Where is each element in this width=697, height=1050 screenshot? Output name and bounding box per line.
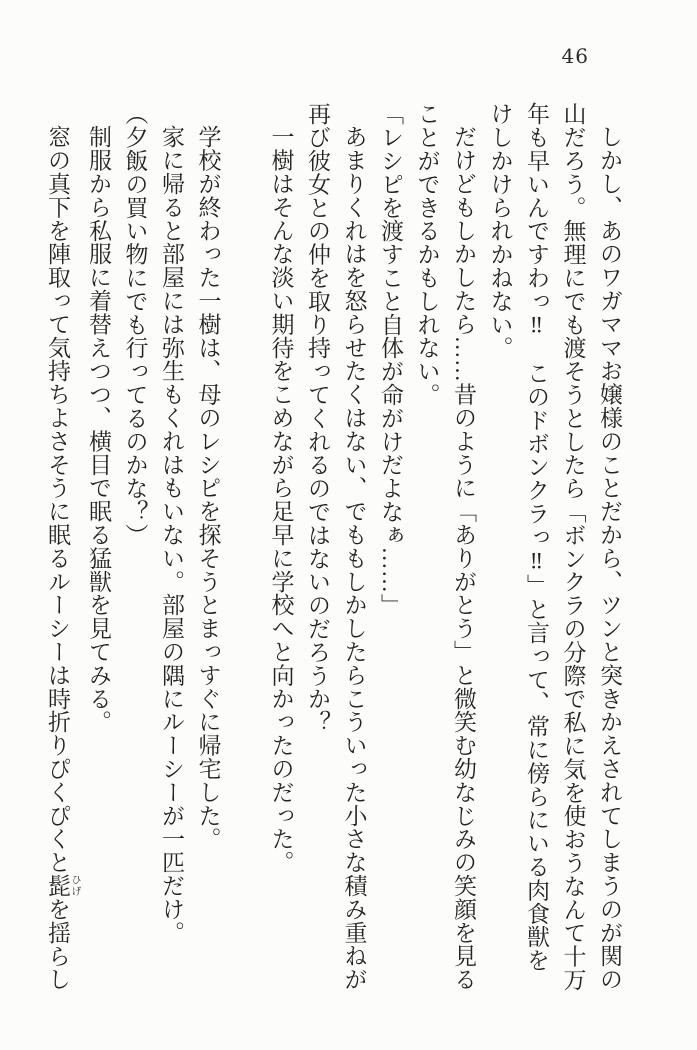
vertical-text-block [39, 102, 628, 992]
paragraph: だけどもしかしたら……昔のように「ありがとう」と微笑む幼なじみの笑顔を見ることができるかもしれない。 [414, 102, 476, 991]
paragraph: 家に帰ると部屋には弥生もくれはもいない。部屋の隅にルーシーが一匹だけ。 [159, 125, 184, 944]
paragraph [39, 102, 80, 992]
ruby-base: 髭 [45, 873, 70, 898]
paragraph-text: を揺らし [45, 897, 70, 991]
paragraph: 学校が終わった一樹は、母のレシピを探そうとまっすぐに帰宅した。 [195, 125, 221, 851]
ruby-furigana: ひげ [69, 873, 80, 898]
paragraph-thought: （夕飯の買い物にでも行ってるのかな？） [122, 102, 148, 547]
paragraph-text: 窓の真下を陣取って気持ちよさそうに眠るルーシーは時折りぴくぴくと [45, 125, 70, 874]
paragraph: 一樹はそんな淡い期待をこめながら足早に学校へと向かったのだった。 [268, 125, 294, 874]
ruby-hige [45, 873, 80, 898]
paragraph: あまりくれはを怒らせたくはない、でももしかしたらこういった小さな積み重ねが再び彼女との仲を取り持ってくれるのではないのだろうか？ [305, 102, 367, 991]
paragraph: しかし、あのワガママお嬢様のことだから、ツンと突きかえされてしまうのが関の山だろう。無理にでも渡そうとしたら「ボンクラの分際で私に気を使おうなんて十万年も早いんですわっ‼ このドボンクラっ‼」と言って、常に傍らにいる肉食獣をけしかけられかねない。 [487, 102, 622, 992]
paragraph-dialogue: 「レシピを渡すこと自体が命がけだよなぁ……」 [378, 102, 403, 617]
paragraph: 制服から私服に着替えつつ、横目で眠る猛獣を見てみる。 [86, 125, 111, 734]
page-number: 46 [561, 44, 589, 68]
